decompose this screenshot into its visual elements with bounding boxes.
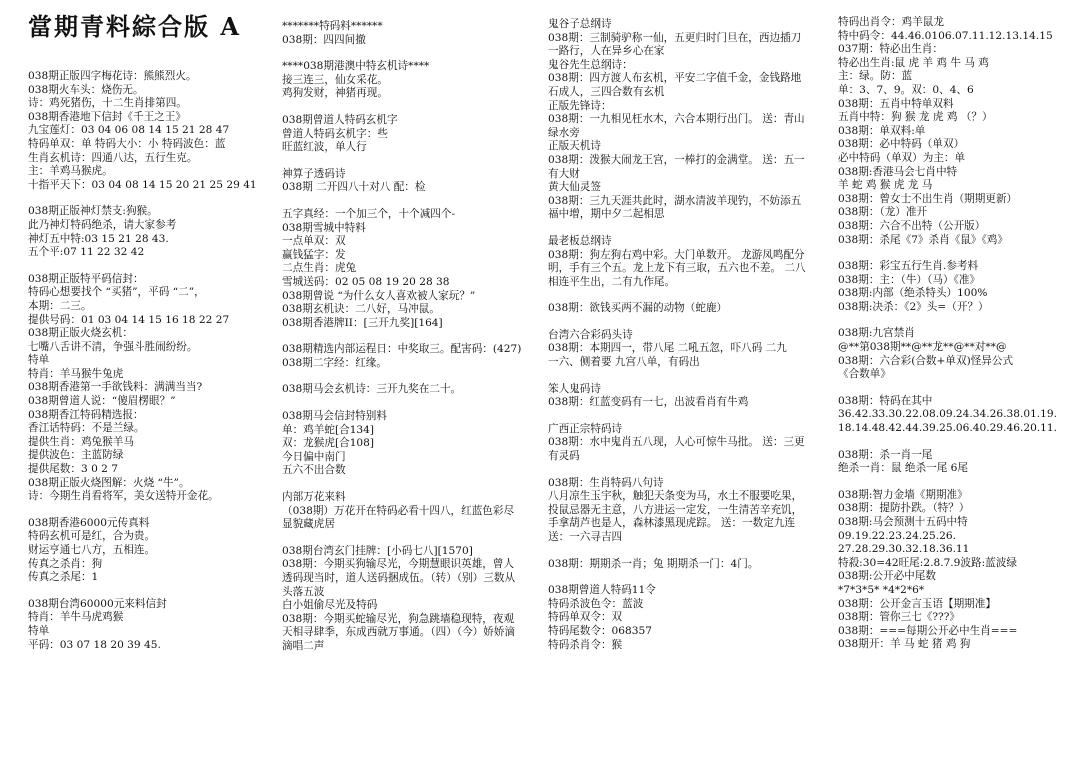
text-line: 038期：曾女士不出生肖（期期更新） (838, 192, 1018, 205)
text-line: 送：一六寻吉四 (548, 531, 623, 543)
text-line: 本期：二三。 (28, 299, 92, 312)
text-section (28, 205, 276, 259)
text-line: 038期:智力金墙《期期准》 (838, 488, 968, 501)
text-line: 五六不出合数 (282, 464, 346, 477)
text-line: 有灵码 (548, 450, 580, 463)
text-line: 台湾六合彩码头诗 (548, 328, 633, 341)
text-line: 037期：特必出生肖： (838, 43, 943, 56)
text-line: 038期:香港马会七肖中特 (838, 165, 958, 178)
text-line: 038期:九宫禁肖 (838, 327, 915, 340)
text-line: 透码现当时，道人送码捆成伍。（转）（别）三数从 (282, 572, 516, 584)
text-line: 显貌藏虎居 (282, 518, 335, 531)
text-line: *******特码料****** (282, 20, 383, 32)
text-line: 特码杀波色令：蓝波 (548, 597, 644, 610)
text-line: 曾道人特码玄机字：些 (282, 127, 388, 140)
text-line: 神灯五中特:03 15 21 28 43. (28, 232, 169, 245)
text-line: 十指平天下：03 04 08 14 15 20 21 25 29 41 (28, 178, 257, 191)
text-line: 038期:内部（绝杀特头）100% (838, 287, 988, 300)
text-section (28, 273, 276, 504)
text-line: ****038期港澳中特玄机诗**** (282, 60, 430, 73)
text-line: @**第038期**@**龙**@**对**@ (838, 341, 1007, 354)
text-line: 明，手有三个五。龙上龙下有三取，五六也不差。 二八 (548, 262, 806, 275)
text-line: 财运亨通七八方，五相连。 (28, 544, 156, 556)
text-line: 福中增，期中夕二起相思 (548, 208, 665, 221)
text-line: 九宝莲灯：03 04 06 08 14 15 21 28 47 (28, 124, 230, 137)
text-line: 平码：03 07 18 20 39 45. (28, 638, 161, 651)
text-line: 白小姐偷尽光及特码 (282, 599, 378, 612)
text-line: 038期：必中特码（单双） (838, 138, 965, 151)
text-section (838, 16, 1078, 247)
text-line: 038期精选内部运程日：中奖取三。配害码：(427) (282, 343, 522, 356)
text-line: 内部万花来料 (282, 491, 346, 504)
text-line: 038期：六合不出特（公开版） (838, 219, 986, 232)
text-line: 旺蓝红波，单人行 (282, 141, 367, 154)
text-section (548, 235, 830, 289)
text-section (548, 302, 830, 316)
text-line: 038期香港6000元传真料 (28, 516, 150, 529)
text-line: 鬼谷先生总纲诗： (548, 58, 633, 71)
column-3 (548, 18, 830, 665)
text-line: 主：羊鸡马猴虎。 (28, 165, 113, 178)
text-line: 038期：四方渡人布玄机，平安二字值千金，金钱路地 (548, 72, 802, 85)
text-line: 038期二字经：红缘。 (282, 356, 387, 369)
text-line: 038期正版火烧图解：火烧 “牛”。 (28, 476, 190, 489)
text-section (282, 168, 540, 195)
text-line: 特码出肖令：鸡羊鼠龙 (838, 16, 944, 28)
text-line: 038期：（龙）准开 (838, 206, 928, 219)
text-section (282, 60, 540, 101)
column-2 (282, 20, 540, 667)
text-line: 提供波色：主蓝防绿 (28, 449, 124, 462)
text-line: 038期：杀尾《7》杀肖《鼠》《鸡》 (838, 233, 1008, 246)
text-line: 《合数单》 (838, 368, 891, 381)
text-line: 038期：本期四一，带八尾 二吼五忽，吓八码 二九 (548, 342, 787, 355)
text-line: 038期：六合彩(合数+单双)怪异公式 (838, 354, 1014, 367)
text-section (548, 383, 830, 410)
text-line: 038期：生肖特码八句诗 (548, 476, 664, 489)
text-line: 七嘴八舌讲不清，争强斗胜闹纷纷。 (28, 340, 198, 353)
text-section (28, 70, 276, 192)
text-line: 038期：欲钱买两不漏的动物（蛇鹿） (548, 302, 728, 315)
text-line: 特殺:30=42旺尾:2.8.7.9波路:蓝波绿 (838, 556, 1017, 569)
text-line: 038期:公开必中尾数 (838, 570, 936, 583)
text-line: 038期：杀一肖一尾 (838, 448, 933, 461)
text-line: 传真之杀肖：狗 (28, 557, 103, 570)
text-line: 038期：泼猴大闹龙王宫，一棒打的金满堂。 送：五一 (548, 153, 805, 166)
text-section (282, 410, 540, 478)
text-line: 038期 二开四八十对八 配：检 (282, 181, 426, 194)
text-line: 18.14.48.42.44.39.25.06.40.29.46.20.11. (838, 422, 1058, 435)
text-line: 五个平:07 11 22 32 42 (28, 246, 145, 259)
text-line: 头落五波 (282, 585, 325, 598)
text-line: 038期台湾60000元来料信封 (28, 597, 167, 610)
text-line: 八月凉生玉宇秋，触犯天条变为马，水土不服要吃果， (548, 490, 803, 503)
text-line: （038期）万花开在特码必看十四八，红蓝色彩尽 (282, 504, 515, 517)
text-line: 038期：公开金言玉语【期期准】 (838, 597, 996, 610)
text-line: 36.42.33.30.22.08.09.24.34.26.38.01.19. (838, 408, 1058, 421)
text-line: 有大财 (548, 167, 580, 180)
text-line: 滴唱二声 (282, 639, 325, 652)
text-line: 一点单双：双 (282, 235, 346, 248)
text-line: 天相寻肆季，东成西就万事通。（四）（今）娇娇滴 (282, 626, 516, 639)
text-line: 绿水旁 (548, 126, 580, 139)
text-line: 一路行，人在异乡心在家 (548, 45, 665, 58)
text-section (282, 114, 540, 155)
text-section (838, 449, 1078, 476)
text-line: 赢钱猛字：发 (282, 248, 346, 261)
text-line: 038期：期期杀一肖；兔 期期杀一门：4门。 (548, 557, 759, 570)
text-line: 此乃神灯特码绝杀，请大家参考 (28, 218, 177, 231)
text-section (838, 260, 1078, 314)
text-line: 单：3、7、9。双：0、4、6 (838, 83, 974, 96)
text-line: 038期曾道人说：“傻眉楞眼？” (28, 395, 176, 408)
text-line: 神算子透码诗 (282, 167, 346, 180)
text-line: 雪城送码：02 05 08 19 20 28 38 (282, 275, 450, 288)
text-line: 鬼谷子总纲诗 (548, 18, 612, 30)
text-line: 038期：五肖中特单双料 (838, 97, 954, 110)
page-title: 當期青料綜合版 A (28, 12, 241, 41)
text-line: 038期：===每期公开必中生肖=== (838, 624, 1018, 637)
text-line: 手拿葫芦也是人，森林漆黑现虎踪。 送：一数定九连 (548, 517, 796, 530)
text-line: 石成人，三四合数有玄机 (548, 85, 665, 98)
text-line: 038期正版特平码信封： (28, 272, 144, 285)
text-section (548, 558, 830, 572)
text-line: 特码玄机可是红，合为贵。 (28, 530, 156, 543)
text-line: 038期香港地下信封《千王之王》 (28, 110, 186, 123)
text-line: 今日偏中南门 (282, 450, 346, 463)
text-line: 正版先锋诗： (548, 99, 612, 112)
text-line: 香江话特码：不是兰绿。 (28, 422, 145, 435)
text-line: *7*3*5* *4*2*6* (838, 583, 925, 596)
text-line: 特必出生肖:鼠 虎 羊 鸡 牛 马 鸡 (838, 56, 989, 69)
text-line: 诗：今期生肖看将军，美女送特开金花。 (28, 490, 219, 503)
text-section (838, 395, 1078, 436)
text-line: 038期：三九天涯共此时，湖水清波羊现钓，不妨添五 (548, 194, 802, 207)
text-line: 五字真经：一个加三个，十个减四个- (282, 207, 456, 220)
text-line: 投鼠忌器无主意，八方进运一定发，一生清苦辛充饥， (548, 503, 803, 516)
text-line: 特码单双：单 特码大小：小 特码波色：蓝 (28, 137, 226, 150)
text-line: 038期香港牌II：[三开九奖][164] (282, 316, 443, 329)
text-line: 广西正宗特码诗 (548, 422, 623, 435)
text-line: 038期香江特码精选报： (28, 408, 144, 421)
text-line: 038期：管你三七《???》 (838, 611, 961, 624)
column-1 (28, 70, 276, 665)
text-line: 038期：一九相见枉水木，六合本期行出门。 送：青山 (548, 113, 805, 126)
text-line: 038期马会玄机诗：三开九奖在二十。 (282, 383, 462, 396)
text-line: 特码尾数令：068357 (548, 624, 653, 637)
text-line: 特中码令：44.46.0106.07.11.12.13.14.15 (838, 29, 1053, 42)
text-line: 038期曾说 “为什么女人喜欢被人家玩？” (282, 289, 476, 302)
text-line: 传真之杀尾：1 (28, 571, 99, 584)
text-line: 羊 蛇 鸡 猴 虎 龙 马 (838, 179, 933, 192)
text-line: 038期香港第一手欲钱料：满满当当? (28, 381, 203, 394)
text-line: 五肖中特：狗 猴 龙 虎 鸡 （？） (838, 111, 993, 124)
text-section (548, 584, 830, 652)
text-line: 特肖：羊马猴牛兔虎 (28, 367, 124, 380)
text-line: 特肖：羊牛马虎鸡猴 (28, 611, 124, 624)
text-line: 双：龙猴虎[合108] (282, 437, 375, 450)
text-section (282, 20, 540, 47)
text-section (548, 477, 830, 545)
text-section (838, 489, 1078, 652)
column-4 (838, 16, 1078, 665)
text-section (838, 327, 1078, 381)
text-line: 提供尾数：3 0 2 7 (28, 463, 119, 476)
text-line: 038期雪城中特料 (282, 221, 366, 234)
text-line: 038期：主：（牛）（马）《准》 (838, 273, 981, 286)
text-line: 特码杀肖令：猴 (548, 638, 623, 651)
text-line: 一六、侧着要 九宫八单，有码出 (548, 356, 700, 369)
text-section (282, 545, 540, 654)
text-line: 主：绿。防：蓝 (838, 70, 913, 83)
text-line: 单：鸡羊蛇[合134] (282, 423, 375, 436)
text-section (282, 491, 540, 532)
text-line: 038期：今期买蛇输尽光，狗急跳墙稳现特，夜观 (282, 612, 515, 625)
text-line: 038期曾道人特码11令 (548, 584, 656, 597)
text-line: 038期：四四间撤 (282, 33, 366, 46)
text-line: 038期台湾玄门挂牌：[小码七八][1570] (282, 544, 473, 557)
text-line: 038期：特码在其中 (838, 394, 933, 407)
text-line: 038期正版神灯禁支:狗猴。 (28, 205, 158, 218)
text-line: 038期：单双料:单 (838, 124, 926, 137)
text-line: 038期：彩宝五行生肖.参考料 (838, 260, 979, 273)
text-section (548, 329, 830, 370)
text-line: 038期开：羊 马 蛇 猪 鸡 狗 (838, 638, 971, 651)
text-line: 正版天机诗 (548, 140, 601, 153)
text-section (282, 208, 540, 330)
text-section (282, 383, 540, 397)
text-line: 相连平生出，二有九作尾。 (548, 275, 676, 288)
text-line: 27.28.29.30.32.18.36.11 (838, 543, 970, 556)
text-line: 038期：三制骑驴称一仙，五更归时门旦在，西边插刀 (548, 31, 802, 44)
text-line: 038期：今期买狗输尽光，今期慧眼识英雄，曾人 (282, 558, 515, 571)
text-line: 提供号码：01 03 04 14 15 16 18 22 27 (28, 313, 230, 326)
text-line: 笨人鬼码诗 (548, 382, 601, 395)
text-line: 最老板总纲诗 (548, 234, 612, 247)
text-line: 038期玄机诀：二八好，马冲鼠。 (282, 303, 440, 316)
text-line: 038期：狗左狗右鸡中彩。大门单数开。 龙游凤鸣配分 (548, 248, 805, 261)
text-line: 038期马会信封特别料 (282, 410, 387, 423)
text-line: 038期：水中鬼肖五八现，人心可惊牛马批。 送：三更 (548, 436, 805, 449)
text-line: 鸡狗发财，神猪再现。 (282, 87, 388, 100)
text-line: 绝杀一肖：鼠 绝杀一尾 6尾 (838, 462, 969, 475)
text-line: 必中特码（单双）为主：单 (838, 151, 966, 164)
text-line: 诗：鸡死猪伤，十二生肖排第四。 (28, 97, 187, 110)
text-line: 特单 (28, 354, 50, 367)
text-line: 038期曾道人特码玄机字 (282, 113, 398, 126)
text-section (548, 423, 830, 464)
text-line: 038期:决杀：《2》头=（开？） (838, 300, 989, 313)
text-section (28, 517, 276, 585)
text-line: 提供生肖：鸡兔猴羊马 (28, 435, 134, 448)
text-line: 黄大仙灵签 (548, 181, 601, 194)
text-section (282, 343, 540, 370)
text-line: 038期:马会预测十五码中特 (838, 516, 968, 528)
text-line: 特码单双令：双 (548, 611, 623, 624)
text-line: 接三连三，仙女采花。 (282, 73, 388, 86)
text-section (28, 598, 276, 652)
text-line: 生肖玄机诗：四通八达，五行生克。 (28, 151, 198, 164)
text-line: 二点生肖：虎兔 (282, 262, 357, 275)
text-line: 038期正版四字梅花诗：熊熊烈火。 (28, 70, 197, 82)
text-line: 特码心想要找个 “买猪”，平码 “二”， (28, 286, 205, 299)
text-line: 038期正版火烧玄机： (28, 327, 133, 340)
text-line: 038期火车头：烧伤无。 (28, 83, 144, 96)
text-line: 特单 (28, 624, 50, 637)
text-line: 09.19.22.23.24.25.26. (838, 529, 956, 542)
text-line: 038期：提防扑跌。（特？） (838, 502, 970, 515)
text-section (548, 18, 830, 222)
text-line: 038期：红蓝变码有一七，出波看肖有牛鸡 (548, 396, 749, 409)
